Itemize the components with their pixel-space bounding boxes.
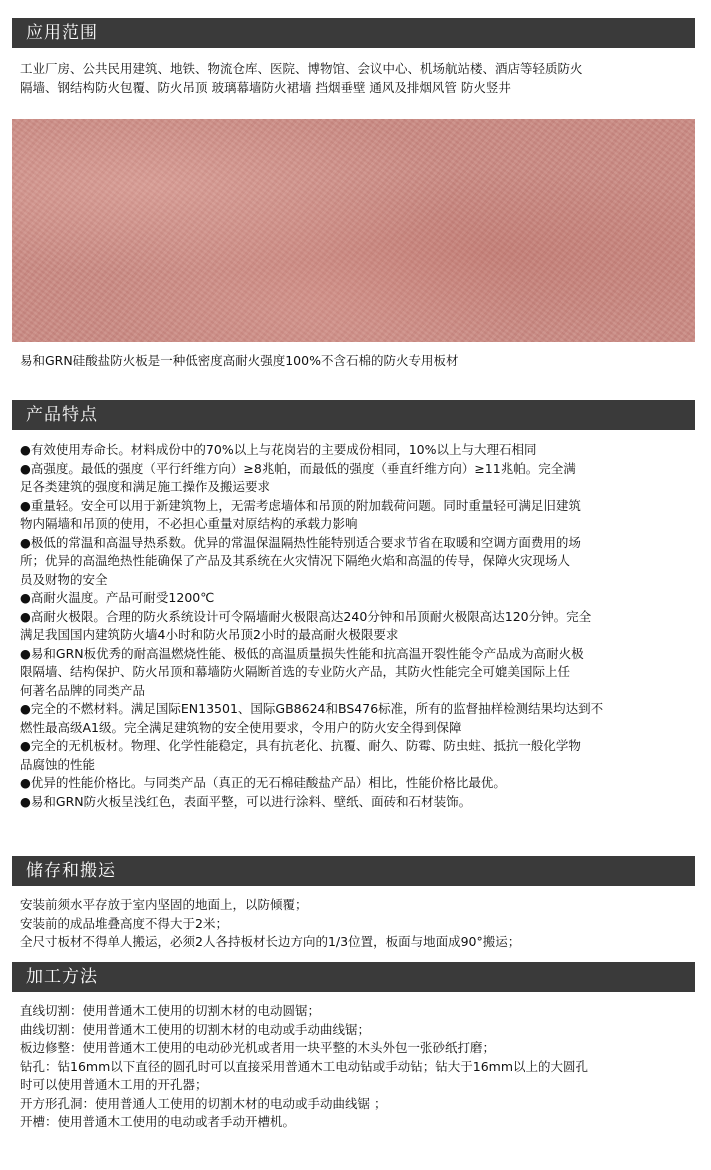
storage-line: 安装前须水平存放于室内坚固的地面上，以防倾覆； (20, 897, 308, 912)
features-line: ●高耐火温度。产品可耐受1200℃ (20, 590, 215, 605)
processing-text (20, 1002, 696, 1132)
fireproof-board-photo (12, 119, 695, 342)
application-line: 隔墙、钢结构防火包覆、防火吊顶 玻璃幕墙防火裙墙 挡烟垂壁 通风及排烟风管 防火竖井 (20, 79, 511, 95)
processing-header (12, 962, 695, 992)
processing-title: 加工方法 (26, 967, 98, 987)
application-header (12, 18, 695, 48)
features-header (12, 400, 695, 430)
storage-header (12, 856, 695, 886)
features-line: ●重量轻。安全可以用于新建筑物上，无需考虑墙体和吊顶的附加载荷问题。同时重量轻可满足旧建筑 (20, 497, 581, 513)
features-line: 足各类建筑的强度和满足施工操作及搬运要求 (20, 479, 271, 494)
processing-line: 时可以使用普通木工用的开孔器； (20, 1077, 208, 1092)
application-title: 应用范围 (26, 23, 98, 43)
features-line: 限隔墙、结构保护、防火吊顶和幕墙防火隔断首选的专业防火产品，其防火性能完全可媲美国际上任 (20, 664, 571, 679)
processing-line: 开方形孔洞：使用普通人工使用的切割木材的电动或手动曲线锯 ； (20, 1095, 387, 1111)
application-line: 工业厂房、公共民用建筑、地铁、物流仓库、医院、博物馆、会议中心、机场航站楼、酒店等轻质防火 (20, 61, 583, 76)
features-line: 何著名品牌的同类产品 (20, 682, 146, 698)
storage-title: 储存和搬运 (26, 861, 116, 881)
features-line: 满足我国国内建筑防火墙4小时和防火吊顶2小时的最高耐火极限要求 (20, 627, 399, 642)
features-line: ●优异的性能价格比。与同类产品（真正的无石棉硅酸盐产品）相比，性能价格比最优。 (20, 775, 506, 790)
processing-line: 曲线切割：使用普通木工使用的切割木材的电动或手动曲线锯； (20, 1021, 371, 1037)
features-line: 员及财物的安全 (20, 571, 108, 587)
storage-line: 全尺寸板材不得单人搬运，必须2人各持板材长边方向的1/3位置，板面与地面成90°搬运； (20, 934, 521, 949)
features-line: ●易和GRN板优秀的耐高温燃烧性能、极低的高温质量损失性能和抗高温开裂性能令产品成为高耐火极 (20, 645, 584, 661)
features-line: 燃性最高级A1级。完全满足建筑物的安全使用要求，令用户的防火安全得到保障 (20, 719, 462, 735)
processing-line: 直线切割：使用普通木工使用的切割木材的电动圆锯； (20, 1003, 321, 1018)
features-text (20, 441, 696, 811)
processing-line: 钻孔：钻16mm以下直径的圆孔时可以直接采用普通木工电动钻或手动钻；钻大于16mm以上的大圆孔 (20, 1058, 589, 1074)
storage-text (20, 896, 696, 952)
features-line: 所；优异的高温绝热性能确保了产品及其系统在火灾情况下隔绝火焰和高温的传导，保障火灾现场人 (20, 553, 571, 568)
features-title: 产品特点 (26, 405, 98, 425)
features-line: ●完全的无机板材。物理、化学性能稳定，具有抗老化、抗覆、耐久、防霉、防虫蛀、抵抗一般化学物 (20, 738, 581, 753)
features-line: ●高耐火极限。合理的防火系统设计可令隔墙耐火极限高达240分钟和吊顶耐火极限高达120分钟。完全 (20, 608, 592, 624)
application-text (20, 60, 696, 97)
processing-line: 板边修整：使用普通木工使用的电动砂光机或者用一块平整的木头外包一张砂纸打磨； (20, 1040, 496, 1055)
features-line: ●高强度。最低的强度（平行纤维方向）≥8兆帕，而最低的强度（垂直纤维方向）≥11兆帕。完全满 (20, 460, 576, 476)
features-line: ●完全的不燃材料。满足国际EN13501、国际GB8624和BS476标准，所有的监督抽样检测结果均达到不 (20, 701, 604, 716)
image-caption: 易和GRN硅酸盐防火板是一种低密度高耐火强度100%不含石棉的防火专用板材 (20, 353, 459, 368)
processing-line: 开槽：使用普通木工使用的电动或者手动开槽机。 (20, 1114, 296, 1129)
features-line: ●极低的常温和高温导热系数。优异的常温保温隔热性能特别适合要求节省在取暖和空调方面费用的场 (20, 534, 581, 550)
features-line: 品腐蚀的性能 (20, 756, 96, 772)
features-line: ●易和GRN防火板呈浅红色，表面平整，可以进行涂料、壁纸、面砖和石材装饰。 (20, 793, 472, 809)
features-line: 物内隔墙和吊顶的使用，不必担心重量对原结构的承载力影响 (20, 516, 358, 531)
features-line: ●有效使用寿命长。材料成份中的70%以上与花岗岩的主要成份相同，10%以上与大理石相同 (20, 442, 537, 457)
storage-line: 安装前的成品堆叠高度不得大于2米； (20, 915, 228, 931)
